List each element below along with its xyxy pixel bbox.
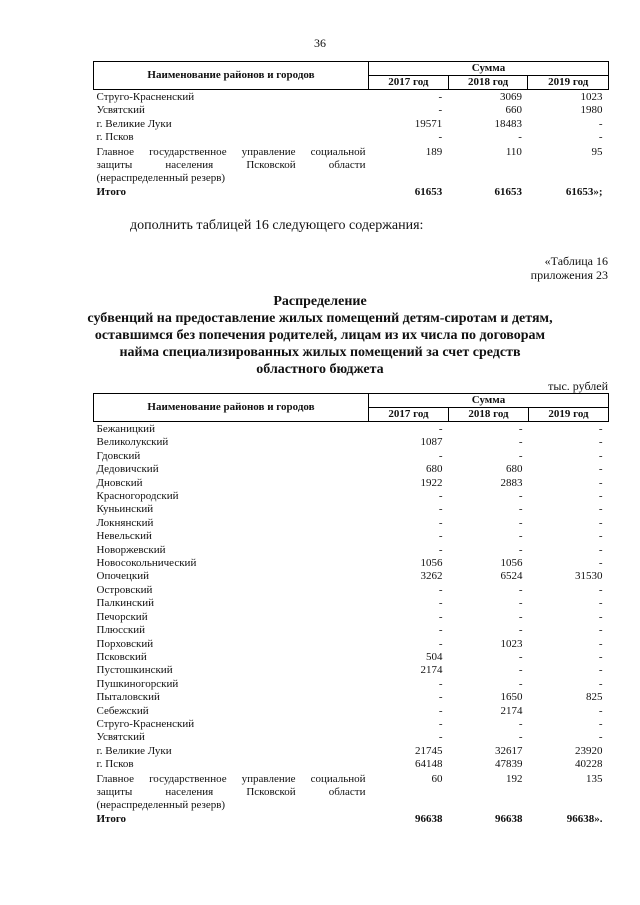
district-name: Печорский [96,610,148,623]
cell-2017: - [438,704,443,717]
cell-2019: - [598,650,603,663]
cell-2018: - [518,131,522,144]
header-year-2017: 2017 год [369,76,449,90]
cell-2019: - [598,131,603,144]
heading-line4: найма специализированных жилых помещений за счет средств [119,345,521,360]
cell-2018: - [518,543,523,556]
header-name: Наименование районов и городов [94,394,369,422]
table-row [94,422,609,437]
cell-2018: 1023 [500,637,523,650]
district-name: Островский [96,583,153,596]
reserve-line1: Главное государственное управление социальной [96,772,366,785]
cell-2018: - [518,516,523,529]
table-row [94,557,609,570]
table-row [94,758,609,771]
cell-2018: 3069 [499,91,522,103]
cell-2017: 2174 [420,664,443,677]
cell-2017: - [438,503,443,516]
reserve-line1: Главное государственное управление социальной [96,145,366,158]
header-name: Наименование районов и городов [94,62,369,90]
cell-2019: - [598,664,603,677]
table-row [94,705,609,718]
table-continuation [93,61,609,199]
district-name: г. Великие Луки [96,744,172,757]
amendment-note: дополнить таблицей 16 следующего содержания: [130,218,424,233]
cell-2017: - [438,516,443,529]
cell-2019: - [598,637,603,650]
cell-2018: 6524 [500,570,523,583]
cell-2018: - [518,717,523,730]
cell-2019: - [598,516,603,529]
cell-2018: - [518,436,523,449]
cell-2018: 680 [506,463,523,476]
table-row [94,691,609,704]
cell-2017: 504 [426,650,443,663]
cell-2019: - [598,436,603,449]
cell-2018: - [518,624,523,637]
cell-2019: 135 [586,772,603,785]
cell-2018: - [518,423,523,435]
cell-2018: 660 [505,104,522,117]
cell-2018: - [518,731,523,744]
cell-2018: 192 [506,772,523,785]
cell-2018: - [518,664,523,677]
table-16 [93,393,609,826]
district-name: Плюсский [96,624,146,637]
district-name: Усвятский [96,104,145,117]
cell-2018: - [518,583,523,596]
cell-2019: - [598,557,603,570]
table-reference-line1: «Таблица 16 [544,254,608,268]
reserve-line3: (нераспределенный резерв) [96,799,226,812]
cell-2019: - [598,704,603,717]
table-row [94,651,609,664]
cell-2017: 19571 [414,117,443,130]
total-2018: 96638 [495,812,523,825]
reserve-row-cont [94,159,609,172]
cell-2019: 825 [586,691,603,704]
cell-2017: 1087 [420,436,443,449]
table-row [94,436,609,449]
table-row [94,530,609,543]
district-name: Опочецкий [96,570,149,583]
district-name: Красногородский [96,490,179,503]
cell-2017: - [438,717,443,730]
district-name: Усвятский [96,731,145,744]
cell-2017: - [438,691,443,704]
cell-2019: - [598,423,603,435]
cell-2017: - [438,583,443,596]
table-row [94,131,609,144]
district-name: г. Великие Луки [96,117,172,130]
cell-2018: - [518,650,523,663]
total-2018: 61653 [494,185,522,198]
district-name: Невельский [96,530,152,543]
cell-2017: - [438,610,443,623]
district-name: Куньинский [96,503,154,516]
cell-2019: - [598,717,603,730]
cell-2017: 3262 [420,570,443,583]
cell-2017: - [438,543,443,556]
header-year-2017: 2017 год [369,408,449,422]
reserve-line3: (нераспределенный резерв) [96,172,226,185]
cell-2019: - [598,503,603,516]
cell-2018: - [518,597,523,610]
cell-2019: - [598,610,603,623]
district-name: Псковский [96,650,147,663]
district-name: Палкинский [96,597,155,610]
cell-2018: - [518,530,523,543]
table-row [94,678,609,691]
header-sum: Сумма [369,62,609,76]
cell-2018: 2883 [500,476,523,489]
cell-2017: - [438,104,443,117]
cell-2017: - [438,597,443,610]
cell-2019: - [598,490,603,503]
district-name: Дновский [96,476,143,489]
total-2017: 61653 [414,185,443,198]
reserve-line2: защиты населения Псковской области [96,785,366,798]
cell-2018: - [518,503,523,516]
cell-2017: 1922 [420,476,443,489]
cell-2019: - [598,677,603,690]
reserve-row [94,145,609,159]
table-row [94,477,609,490]
cell-2017: 60 [431,772,443,785]
cell-2017: - [438,637,443,650]
header-year-2018: 2018 год [449,408,529,422]
cell-2017: - [438,731,443,744]
table-row [94,570,609,583]
table-row [94,584,609,597]
district-name: Струго-Красненский [96,717,195,730]
district-name: Новоржевский [96,543,166,556]
table-row [94,503,609,516]
cell-2018: - [518,677,523,690]
cell-2019: - [598,624,603,637]
district-name: г. Псков [96,131,134,144]
total-2019: 61653»; [565,185,603,198]
cell-2019: - [598,731,603,744]
cell-2019: 40228 [575,758,603,771]
cell-2017: - [438,131,443,144]
total-label: Итого [96,185,127,198]
cell-2018: 1650 [500,691,523,704]
total-2019: 96638». [566,812,603,825]
cell-2018: 18483 [494,117,522,130]
header-sum: Сумма [369,394,609,408]
page-number: 36 [314,36,326,50]
district-name: Гдовский [96,449,141,462]
table-row [94,731,609,744]
cell-2019: - [598,583,603,596]
cell-2018: 47839 [495,758,523,771]
table-row [94,718,609,731]
table-row [94,517,609,530]
table-row [94,544,609,557]
cell-2019: - [598,543,603,556]
cell-2018: 32617 [495,744,523,757]
district-name: Великолукский [96,436,169,449]
distribution-heading [60,293,580,378]
cell-2017: 189 [425,145,443,158]
table-row [94,90,609,105]
table-row [94,463,609,476]
table-row [94,118,609,131]
heading-line5: областного бюджета [256,362,384,377]
cell-2017: - [438,423,443,435]
district-name: Пыталовский [96,691,160,704]
total-label: Итого [96,812,127,825]
table-row [94,490,609,503]
total-row [94,813,609,826]
district-name: Пустошкинский [96,664,173,677]
cell-2017: - [438,530,443,543]
cell-2018: - [518,449,523,462]
cell-2017: - [438,490,443,503]
reserve-row-cont [94,172,609,185]
cell-2019: 95 [591,145,603,158]
cell-2019: - [598,117,603,130]
cell-2018: 1056 [500,557,523,570]
table-row [94,638,609,651]
cell-2019: - [598,463,603,476]
district-name: Новосокольнический [96,557,197,570]
cell-2019: 31530 [575,570,603,583]
cell-2018: 2174 [500,704,523,717]
heading-line1: Распределение [273,294,367,309]
cell-2017: 680 [426,463,443,476]
cell-2018: - [518,610,523,623]
unit-label: тыс. рублей [548,379,608,393]
district-name: Порховский [96,637,154,650]
district-name: Себежский [96,704,149,717]
table-row [94,664,609,677]
cell-2019: - [598,449,603,462]
heading-line3: оставшимся без попечения родителей, лицам из их числа по договорам [94,328,546,343]
cell-2017: 21745 [415,744,443,757]
district-name: Дедовичский [96,463,159,476]
cell-2017: - [438,91,443,103]
table-row [94,624,609,637]
reserve-row [94,772,609,786]
district-name: Струго-Красненский [96,91,195,103]
cell-2017: - [438,449,443,462]
table-row [94,104,609,117]
cell-2018: - [518,490,523,503]
cell-2019: 23920 [575,744,603,757]
header-year-2019: 2019 год [529,408,609,422]
reserve-row-cont [94,786,609,799]
table-reference-line2: приложения 23 [530,268,608,282]
district-name: Пушкиногорский [96,677,179,690]
heading-line2: субвенций на предоставление жилых помещений детям-сиротам и детям, [87,311,553,326]
cell-2019: - [598,476,603,489]
cell-2017: 64148 [415,758,443,771]
table-row [94,611,609,624]
district-name: Локнянский [96,516,154,529]
reserve-row-cont [94,799,609,812]
district-name: г. Псков [96,758,134,771]
cell-2017: - [438,624,443,637]
header-year-2019: 2019 год [528,76,609,90]
cell-2017: - [438,677,443,690]
cell-2017: 1056 [420,557,443,570]
cell-2019: 1980 [580,104,603,117]
district-name: Бежаницкий [96,423,155,435]
cell-2019: - [598,530,603,543]
reserve-line2: защиты населения Псковской области [96,159,366,172]
header-year-2018: 2018 год [448,76,528,90]
cell-2018: 110 [505,145,522,158]
table-row [94,745,609,758]
cell-2019: 1023 [580,91,603,103]
table-row [94,597,609,610]
total-2017: 96638 [415,812,443,825]
table-reference [531,254,608,282]
total-row [94,186,609,199]
table-row [94,450,609,463]
cell-2019: - [598,597,603,610]
